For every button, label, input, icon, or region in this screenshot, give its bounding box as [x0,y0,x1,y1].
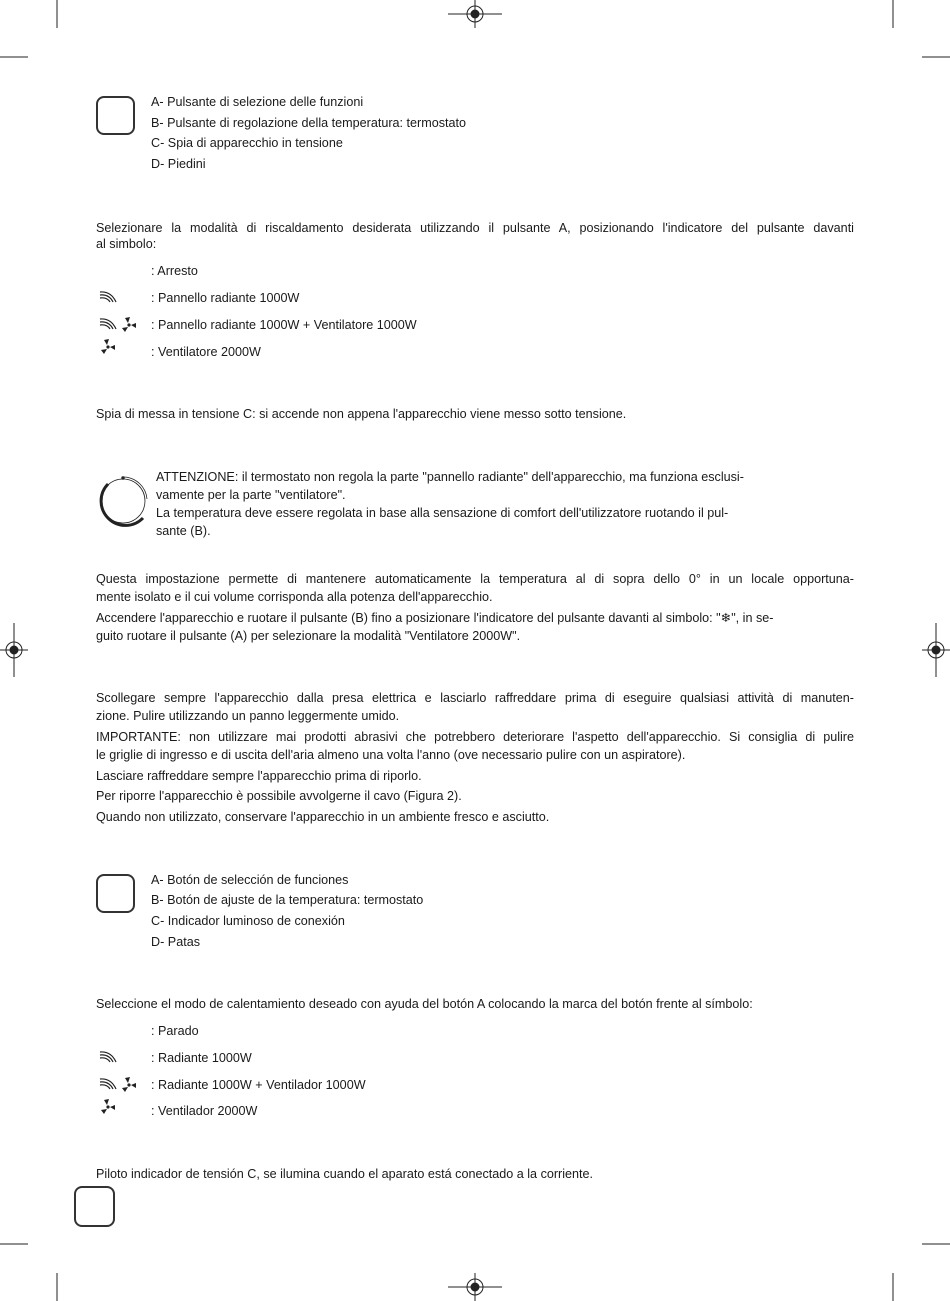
fan-icon [120,316,138,334]
registration-mark-top [448,0,502,28]
part-a-es: A- Botón de selección de funciones [151,873,349,887]
registration-mark-bottom [448,1273,502,1301]
frost-instruction-a: Accendere l'apparecchio e ruotare il pulsante (B) fino a posizionare l'indicatore del pulsante davanti al simbolo: " [96,611,721,625]
frost-text: guito ruotare il pulsante (A) per selezionare la modalità "Ventilatore 2000W". [96,629,521,643]
maintenance-text: zione. Pulire utilizzando un panno leggermente umido. [96,709,400,723]
mode-off-es: : Parado [151,1024,199,1038]
maintenance-text: Lasciare raffreddare sempre l'apparecchio prima di riporlo. [96,769,422,783]
maintenance-text: Scollegare sempre l'apparecchio dalla presa elettrica e lasciarlo raffreddare prima di eseguire qualsiasi attività di manuten- [96,691,854,705]
maintenance-text: Quando non utilizzato, conservare l'apparecchio in un ambiente fresco e asciutto. [96,810,550,824]
mode-radiant-fan: : Pannello radiante 1000W + Ventilatore 1000W [151,318,417,332]
attention-text: vamente per la parte "ventilatore". [156,488,346,502]
frost-symbol-icon: ❄ [720,611,732,625]
frost-instruction-b: ", in se- [731,611,774,625]
power-light-text: Spia di messa in tensione C: si accende non appena l'apparecchio viene messo sotto tensione. [96,407,627,421]
maintenance-text: le griglie di ingresso e di uscita dell'aria almeno una volta l'anno (ove necessario pulire con un aspiratore). [96,748,686,762]
select-text-es: Seleccione el modo de calentamiento deseado con ayuda del botón A colocando la marca del botón frente al símbolo: [96,997,753,1011]
part-d-es: D- Patas [151,935,200,949]
radiant-icon [99,317,119,331]
registration-mark-right [922,623,950,677]
select-text: Selezionare la modalità di riscaldamento desiderata utilizzando il pulsante A, posizionando l'indicatore del pulsante davanti [96,221,854,235]
frost-text: Questa impostazione permette di mantenere automaticamente la temperatura al di sopra dello 0° in un locale opportuna- [96,572,854,586]
thermostat-dial-icon [96,474,152,528]
part-c-es: C- Indicador luminoso de conexión [151,914,345,928]
part-a: A- Pulsante di selezione delle funzioni [151,95,364,109]
radiant-icon [99,1077,119,1091]
fan-icon [99,1098,117,1116]
registration-mark-left [0,623,28,677]
radiant-icon [99,1050,119,1064]
figure-label-box [96,874,135,913]
attention-text: ATTENZIONE: il termostato non regola la parte "pannello radiante" dell'apparecchio, ma funziona esclusi- [156,470,744,484]
frost-instruction [96,610,773,626]
part-d: D- Piedini [151,157,206,171]
frost-text: mente isolato e il cui volume corrisponda alla potenza dell'apparecchio. [96,590,493,604]
power-light-text-es: Piloto indicador de tensión C, se ilumina cuando el aparato está conectado a la corriente. [96,1167,594,1181]
mode-radiant: : Pannello radiante 1000W [151,291,300,305]
mode-fan-es: : Ventilador 2000W [151,1104,258,1118]
select-text: al simbolo: [96,237,157,251]
mode-radiant-fan-es: : Radiante 1000W + Ventilador 1000W [151,1078,366,1092]
attention-text: La temperatura deve essere regolata in base alla sensazione di comfort dell'utilizzatore ruotando il pul- [156,506,729,520]
page-number-box [74,1186,115,1227]
radiant-icon [99,290,119,304]
mode-off: : Arresto [151,264,198,278]
part-c: C- Spia di apparecchio in tensione [151,136,343,150]
attention-text: sante (B). [156,524,211,538]
part-b-es: B- Botón de ajuste de la temperatura: termostato [151,893,424,907]
part-b: B- Pulsante di regolazione della temperatura: termostato [151,116,467,130]
maintenance-text: Per riporre l'apparecchio è possibile avvolgerne il cavo (Figura 2). [96,789,462,803]
mode-fan: : Ventilatore 2000W [151,345,261,359]
mode-radiant-es: : Radiante 1000W [151,1051,252,1065]
maintenance-text: IMPORTANTE: non utilizzare mai prodotti abrasivi che potrebbero deteriorare l'aspetto dell'apparecchio. Si consiglia di pulire [96,730,854,744]
fan-icon [120,1076,138,1094]
fan-icon [99,338,117,356]
figure-label-box [96,96,135,135]
